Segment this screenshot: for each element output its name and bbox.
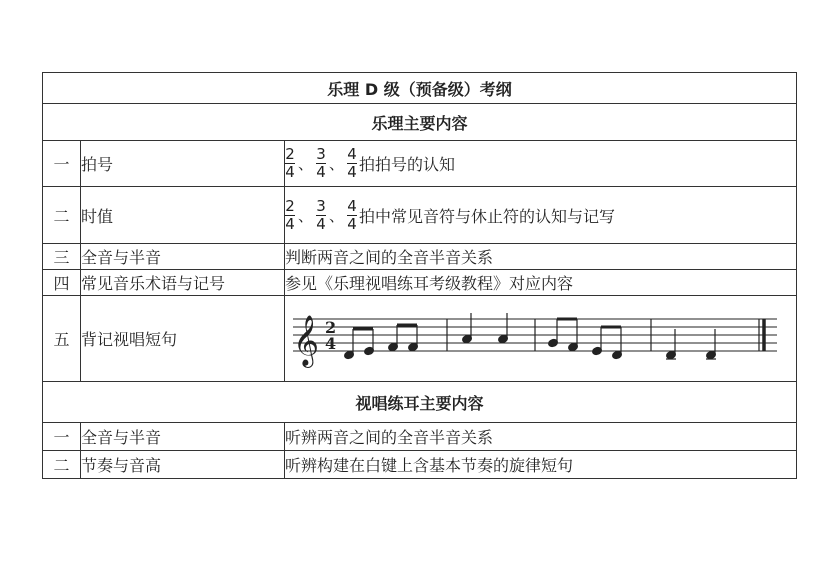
row-description: [285, 296, 797, 382]
row-description: 判断两音之间的全音半音关系: [285, 244, 797, 270]
table-row: [43, 451, 797, 479]
row-description: $\frac{2}{4}$ 、 $\frac{3}{4}$ 、 $\frac{4}{4}$ 拍拍号的认知: [285, 141, 797, 187]
row-number: 四: [43, 270, 81, 296]
description-text: 拍拍号的认知: [359, 155, 456, 174]
table-row: [43, 141, 797, 187]
row-topic: 常见音乐术语与记号: [81, 270, 285, 296]
row-topic: 全音与半音: [81, 423, 285, 451]
table-row: [43, 296, 797, 382]
row-description: $\frac{2}{4}$ 、 $\frac{3}{4}$ 、 $\frac{4}{4}$ 拍中常见音符与休止符的认知与记写: [285, 187, 797, 244]
row-description: 听辨构建在白键上含基本节奏的旋律短句: [285, 451, 797, 479]
table-row: [43, 187, 797, 244]
title-row: [43, 73, 797, 104]
table-row: [43, 244, 797, 270]
row-description: 参见《乐理视唱练耳考级教程》对应内容: [285, 270, 797, 296]
row-topic: 背记视唱短句: [81, 296, 285, 382]
music-score: [285, 297, 785, 377]
row-number: 二: [43, 187, 81, 244]
table-row: [43, 423, 797, 451]
row-number: 一: [43, 141, 81, 187]
section-heading-ear-training: 视唱练耳主要内容: [43, 382, 797, 423]
row-description: 听辨两音之间的全音半音关系: [285, 423, 797, 451]
fraction: $\frac{4}{4}$: [347, 145, 357, 181]
row-number: 一: [43, 423, 81, 451]
time-signature-top: 2: [325, 317, 337, 337]
time-signature-bottom: 4: [325, 333, 337, 353]
fraction: $\frac{2}{4}$: [285, 145, 295, 181]
row-topic: 拍号: [81, 141, 285, 187]
treble-clef-icon: 𝄞: [293, 314, 320, 366]
page-title: 乐理 D 级（预备级）考纲: [43, 73, 797, 104]
section-heading-row: [43, 104, 797, 141]
syllabus-table: [42, 72, 797, 479]
section-heading-theory: 乐理主要内容: [43, 104, 797, 141]
table-row: [43, 270, 797, 296]
row-number: 二: [43, 451, 81, 479]
row-topic: 时值: [81, 187, 285, 244]
fraction: $\frac{2}{4}$: [285, 196, 295, 233]
fraction: $\frac{4}{4}$: [347, 196, 357, 233]
section-heading-row: [43, 382, 797, 423]
description-text: 拍中常见音符与休止符的认知与记写: [359, 206, 616, 226]
row-number: 五: [43, 296, 81, 382]
row-topic: 全音与半音: [81, 244, 285, 270]
row-topic: 节奏与音高: [81, 451, 285, 479]
fraction: $\frac{3}{4}$: [316, 196, 326, 233]
row-number: 三: [43, 244, 81, 270]
fraction: $\frac{3}{4}$: [316, 145, 326, 181]
